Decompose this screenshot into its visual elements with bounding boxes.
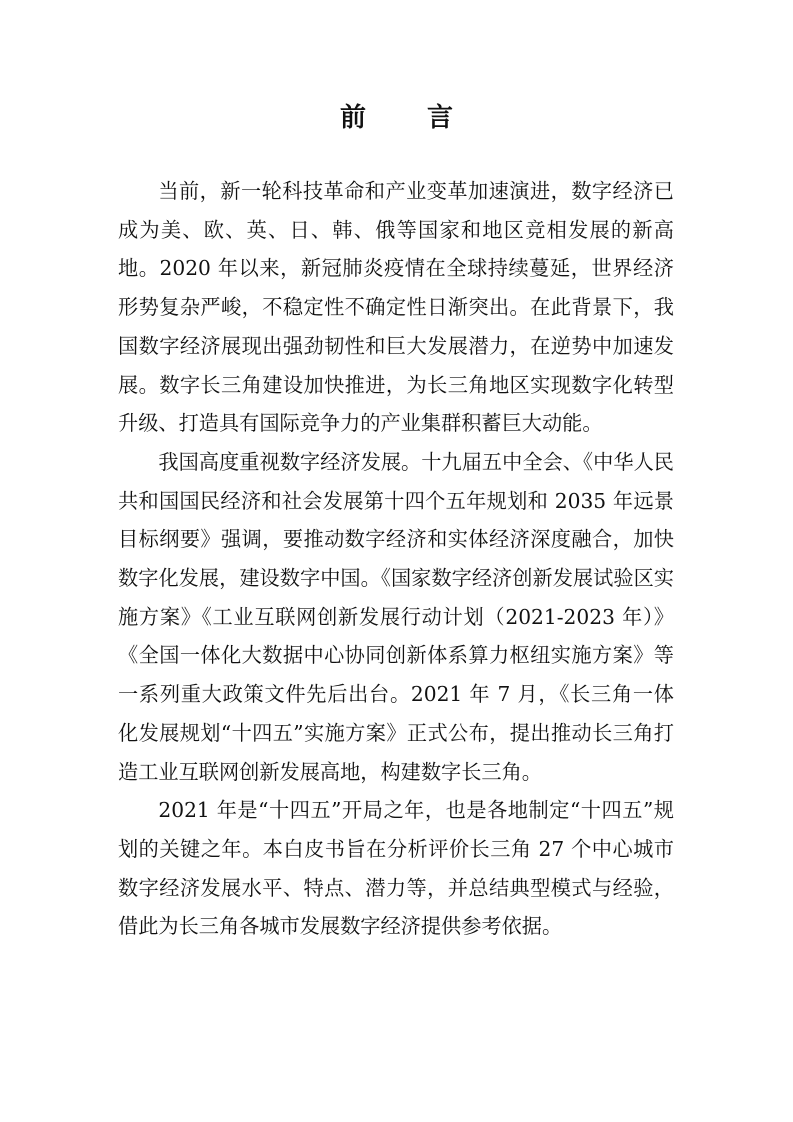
paragraph-3: 2021 年是“十四五”开局之年，也是各地制定“十四五”规划的关键之年。本白皮书旨在分析评价长三角 27 个中心城市数字经济发展水平、特点、潜力等，并总结典型模式与经验，借此为长三角各城市发展数字经济提供参考依据。 xyxy=(118,798,674,939)
page-title: 前 言 xyxy=(339,103,480,133)
paragraph-2: 我国高度重视数字经济发展。十九届五中全会、《中华人民共和国国民经济和社会发展第十四个五年规划和 2035 年远景目标纲要》强调，要推动数字经济和实体经济深度融合，加快数字化发展，建设数字中国。《国家数字经济创新发展试验区实施方案》《工业互联网创新发展行动计划（2021-2023 年）》《全国一体化大数据中心协同创新体系算力枢纽实施方案》等一系列重大政策文件先后出台。2021 年 7 月，《长三角一体化发展规划“十四五”实施方案》正式公布，提出推动长三角打造工业互联网创新发展高地，构建数字长三角。 xyxy=(118,449,674,784)
paragraph-1: 当前，新一轮科技革命和产业变革加速演进，数字经济已成为美、欧、英、日、韩、俄等国家和地区竞相发展的新高地。2020 年以来，新冠肺炎疫情在全球持续蔓延，世界经济形势复杂严峻，不稳定性不确定性日渐突出。在此背景下，我国数字经济展现出强劲韧性和巨大发展潜力，在逆势中加速发展。数字长三角建设加快推进，为长三角地区实现数字化转型升级、打造具有国际竞争力的产业集群积蓄巨大动能。 xyxy=(118,179,674,436)
body-text xyxy=(118,172,674,946)
